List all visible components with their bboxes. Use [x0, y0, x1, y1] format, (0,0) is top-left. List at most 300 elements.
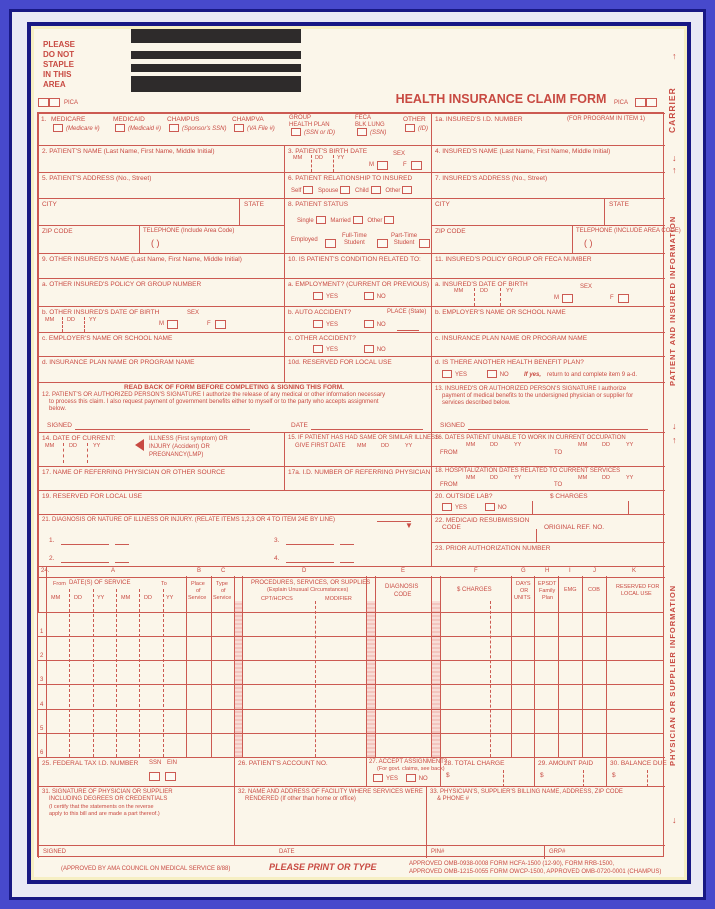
box28-total-charge — [440, 757, 534, 786]
box9-other-insured — [38, 253, 284, 278]
table-line — [234, 576, 235, 757]
days-label: DAYS — [516, 581, 531, 587]
place-field[interactable] — [397, 323, 419, 331]
original-ref-label: ORIGINAL REF. NO. — [544, 524, 605, 531]
box17a-label: 17a. I.D. NUMBER OF REFERRING PHYSICIAN — [288, 469, 431, 476]
divider — [647, 770, 648, 787]
table-line — [375, 576, 376, 757]
charges-label: $ CHARGES — [457, 587, 492, 593]
box19-reserved — [38, 490, 431, 514]
box12-line3: below. — [49, 406, 67, 412]
omb-line2: APPROVED OMB-1215-0055 FORM OWCP-1500, APPROVED OMB-0720-0001 (CHAMPUS) — [409, 869, 662, 875]
other-rel-checkbox[interactable] — [402, 186, 412, 194]
box11d-note-italic: If yes, — [524, 372, 542, 378]
box31-line2: INCLUDING DEGREES OR CREDENTIALS — [49, 796, 168, 802]
box11d-note: return to and complete item 9 a-d. — [547, 372, 638, 378]
arrow-down-icon: ↓ — [672, 421, 677, 431]
dd-label: DD — [490, 475, 498, 481]
table-line — [511, 576, 512, 757]
signature-line[interactable] — [75, 423, 250, 430]
mm-label: MM — [466, 442, 476, 448]
table-line — [606, 576, 607, 757]
medicare-checkbox[interactable] — [53, 124, 63, 132]
plan-sub: (VA File #) — [247, 125, 275, 132]
male-checkbox[interactable] — [167, 320, 178, 329]
group-checkbox[interactable] — [291, 128, 301, 136]
date-line[interactable] — [311, 423, 423, 430]
family-label: Family — [539, 588, 556, 594]
plan-label: Plan — [542, 595, 554, 601]
dd-label: DD — [315, 155, 323, 161]
physician-supplier-vertical-label: PHYSICIAN OR SUPPLIER INFORMATION — [668, 584, 677, 767]
plan-name: GROUP — [289, 115, 312, 121]
box9a-label: a. OTHER INSURED'S POLICY OR GROUP NUMBER — [42, 281, 202, 288]
box5-patient-address — [38, 172, 284, 198]
phone-label: TELEPHONE (INCLUDE AREA CODE) — [576, 228, 681, 234]
yy-label: YY — [337, 155, 345, 161]
fulltime-checkbox[interactable] — [377, 239, 388, 248]
from-label: FROM — [440, 482, 458, 488]
female-checkbox[interactable] — [215, 320, 226, 329]
state-label: STATE — [244, 201, 264, 208]
box7-label: 7. INSURED'S ADDRESS (No., Street) — [435, 175, 548, 182]
spouse-checkbox[interactable] — [340, 186, 350, 194]
table-line — [582, 576, 583, 757]
no-label: NO — [376, 322, 386, 328]
box15-line2: GIVE FIRST DATE — [295, 443, 346, 449]
mm-label: MM — [51, 595, 61, 601]
assign-no-checkbox[interactable] — [406, 774, 416, 782]
box21-label: 21. DIAGNOSIS OR NATURE OF ILLNESS OR INJURY. (RELATE ITEMS 1,2,3 OR 4 TO ITEM 24E BY LINE) — [42, 517, 335, 523]
feca-checkbox[interactable] — [357, 128, 367, 136]
to-label: TO — [554, 450, 563, 456]
explain-label: (Explain Unusual Circumstances) — [267, 587, 349, 593]
status-options — [297, 216, 397, 225]
signed-label: SIGNED — [47, 422, 72, 429]
divider — [572, 226, 573, 254]
table-line — [38, 660, 664, 661]
box1-insurance-type — [38, 113, 431, 145]
code-label: CODE — [442, 524, 461, 531]
box29-label: 29. AMOUNT PAID — [538, 760, 594, 767]
divider — [63, 443, 64, 463]
child-label: Child — [355, 188, 369, 194]
diagnosis-label: DIAGNOSIS — [385, 584, 419, 590]
female-checkbox[interactable] — [618, 294, 629, 303]
self-checkbox[interactable] — [303, 186, 313, 194]
ein-label: EIN — [167, 760, 178, 766]
box15-similar-illness — [284, 432, 440, 466]
type-label: Type — [216, 581, 228, 587]
dx1-dec-field[interactable] — [115, 538, 129, 545]
parttime-label — [391, 233, 417, 246]
mm-label: MM — [357, 443, 367, 449]
box33-line2: & PHONE # — [437, 796, 470, 802]
box1a-note: (FOR PROGRAM IN ITEM 1) — [567, 116, 645, 122]
relationship-options — [291, 186, 415, 195]
mm-label: MM — [454, 288, 464, 294]
box2-label: 2. PATIENT'S NAME (Last Name, First Name, Middle Initial) — [42, 148, 215, 155]
spouse-label: Spouse — [318, 188, 339, 194]
female-checkbox[interactable] — [411, 161, 422, 170]
pica-label-right: PICA — [614, 100, 629, 106]
medicaid-checkbox[interactable] — [115, 124, 125, 132]
staple-bar — [131, 64, 301, 72]
box14-date-of-current — [38, 432, 284, 466]
female-label: F — [207, 321, 211, 327]
box16-unable-to-work — [431, 432, 665, 466]
place-state-label: PLACE (State) — [387, 309, 427, 315]
carrier-vertical-label: CARRIER — [667, 87, 677, 133]
box27-note: (For govt. claims, see back) — [377, 766, 445, 772]
pica-checkbox[interactable] — [646, 98, 657, 107]
insured-zip-phone — [431, 225, 681, 253]
plan-sub: (ID) — [418, 125, 428, 132]
parttime-line1: Part-Time — [391, 233, 418, 239]
box23-label: 23. PRIOR AUTHORIZATION NUMBER — [435, 545, 551, 552]
box10-condition — [284, 253, 431, 278]
box10c-label: c. OTHER ACCIDENT? — [288, 335, 356, 342]
col-letter-e: E — [401, 568, 406, 574]
injury-label: INJURY (Accident) OR — [149, 444, 210, 450]
box7-insured-address — [431, 172, 665, 198]
staple-line: STAPLE — [43, 60, 74, 69]
date-line[interactable] — [299, 850, 419, 857]
champva-checkbox[interactable] — [234, 124, 244, 132]
dx3-dec-field[interactable] — [340, 538, 354, 545]
plan-other — [403, 116, 428, 133]
divider — [503, 770, 504, 787]
box13-line3: services described below. — [442, 400, 511, 406]
readback-banner: READ BACK OF FORM BEFORE COMPLETING & SIGNING THIS FORM. — [124, 384, 344, 391]
box13-line2: payment of medical benefits to the undersigned physician or supplier for — [442, 393, 634, 399]
staple-bar — [131, 76, 301, 92]
no-label: NO — [418, 776, 428, 782]
to-label: To — [161, 581, 167, 587]
box10d-reserved — [284, 356, 431, 382]
mm-label: MM — [466, 475, 476, 481]
table-line — [38, 709, 664, 710]
single-label: Single — [297, 218, 314, 224]
otheracc-yn — [311, 345, 386, 354]
plan-name: CHAMPVA — [232, 116, 264, 123]
mm-label: MM — [578, 442, 588, 448]
benefit-no-checkbox[interactable] — [487, 370, 497, 378]
dx2-field[interactable] — [61, 556, 109, 563]
fulltime-label — [342, 233, 367, 246]
box31-line4: apply to this bill and are made a part thereof.) — [49, 811, 160, 817]
arrow-up-icon: ↑ — [672, 51, 677, 61]
ein-checkbox[interactable] — [165, 772, 176, 781]
yes-label: YES — [455, 505, 468, 511]
signed-date-row — [38, 845, 426, 858]
parttime-checkbox[interactable] — [419, 239, 430, 248]
arrow-up-icon: ↑ — [672, 435, 677, 445]
modifier-label: MODIFIER — [325, 596, 352, 602]
state-label: STATE — [609, 201, 629, 208]
child-checkbox[interactable] — [371, 186, 381, 194]
dd-label: DD — [144, 595, 152, 601]
divider — [139, 226, 140, 254]
staple-warning — [43, 40, 75, 90]
divider — [536, 529, 537, 543]
pin-grp-row — [426, 845, 665, 858]
row-number: 6 — [40, 750, 44, 756]
box17a-referring-id — [284, 466, 431, 490]
phone-parens: ( ) — [584, 238, 593, 248]
yy-label: YY — [93, 443, 101, 449]
employment-yes-checkbox[interactable] — [313, 292, 323, 300]
table-line — [38, 684, 664, 685]
male-label: M — [369, 162, 374, 168]
form-sheet — [27, 22, 691, 884]
auto-no-checkbox[interactable] — [364, 320, 374, 328]
male-checkbox[interactable] — [377, 161, 388, 170]
box9b-dob — [38, 306, 284, 332]
box25-federal-tax-id — [38, 757, 234, 786]
service-label: Service — [213, 595, 232, 601]
employment-no-checkbox[interactable] — [364, 292, 374, 300]
to-label: TO — [554, 482, 563, 488]
yy-label: YY — [626, 442, 634, 448]
box11a-insured-dob — [431, 278, 665, 306]
place-label: Place — [191, 581, 205, 587]
plan-name2: BLK LUNG — [355, 121, 385, 128]
otheracc-yes-checkbox[interactable] — [313, 345, 323, 353]
col-letter-h: H — [545, 568, 550, 574]
plan-sub: (Medicaid #) — [128, 125, 162, 132]
pica-checkbox[interactable] — [635, 98, 646, 107]
divider — [628, 501, 629, 515]
box17-referring-physician — [38, 466, 284, 490]
yy-label: YY — [405, 443, 413, 449]
table-dash — [93, 589, 94, 757]
col-letter-c: C — [221, 568, 226, 574]
epsdt-label: EPSDT — [538, 581, 557, 587]
benefit-yes-checkbox[interactable] — [442, 370, 452, 378]
lab-no-checkbox[interactable] — [485, 503, 495, 511]
divider — [474, 288, 475, 306]
please-print-note: PLEASE PRINT OR TYPE — [269, 862, 377, 872]
no-label: NO — [497, 505, 507, 511]
plan-group — [289, 115, 335, 137]
mm-label: MM — [121, 595, 131, 601]
dd-label: DD — [67, 317, 75, 323]
divider — [500, 288, 501, 306]
staple-line: IN THIS — [43, 70, 72, 79]
mm-label: MM — [293, 155, 303, 161]
other-plan-checkbox[interactable] — [405, 124, 415, 132]
benefit-yn — [440, 370, 509, 379]
yy-label: YY — [166, 595, 174, 601]
zip-label: ZIP CODE — [42, 228, 73, 235]
employed-label: Employed — [291, 237, 318, 243]
box11-label: 11. INSURED'S POLICY GROUP OR FECA NUMBER — [435, 256, 592, 263]
other-label: Other — [385, 188, 401, 194]
box9c-label: c. EMPLOYER'S NAME OR SCHOOL NAME — [42, 335, 173, 342]
male-checkbox[interactable] — [562, 294, 573, 303]
dd-label: DD — [381, 443, 389, 449]
arrow-up-icon: ↑ — [672, 165, 677, 175]
box15-line1: 15. IF PATIENT HAS HAD SAME OR SIMILAR ILLNESS — [288, 435, 440, 441]
box5-label: 5. PATIENT'S ADDRESS (No., Street) — [42, 175, 152, 182]
arrow-down-icon: ↓ — [672, 153, 677, 163]
yy-label: YY — [97, 595, 105, 601]
other-status-label: Other — [367, 218, 383, 224]
champus-checkbox[interactable] — [169, 124, 179, 132]
plan-name: MEDICARE — [51, 116, 86, 123]
ssn-checkbox[interactable] — [149, 772, 160, 781]
assign-yes-checkbox[interactable] — [373, 774, 383, 782]
yy-label: YY — [506, 288, 514, 294]
row-number: 5 — [40, 726, 44, 732]
married-checkbox[interactable] — [353, 216, 363, 224]
row-number: 4 — [40, 702, 44, 708]
single-checkbox[interactable] — [316, 216, 326, 224]
local-use-label: LOCAL USE — [621, 591, 652, 597]
box19-label: 19. RESERVED FOR LOCAL USE — [42, 493, 143, 500]
box11d-label: d. IS THERE ANOTHER HEALTH BENEFIT PLAN? — [435, 359, 584, 366]
city-label: CITY — [435, 201, 450, 208]
divider — [87, 443, 88, 463]
box33-billing — [426, 786, 665, 845]
insured-city-state — [431, 198, 665, 225]
dollar-sign: $ — [540, 772, 544, 779]
dollar-sign: $ — [446, 772, 450, 779]
no-label: NO — [376, 347, 386, 353]
divider — [544, 846, 545, 859]
row-number: 3 — [40, 677, 44, 683]
table-dash — [116, 589, 117, 757]
sex-label: SEX — [580, 284, 593, 290]
signature-line[interactable] — [69, 850, 269, 857]
from-label: From — [53, 581, 66, 587]
box11a-label: a. INSURED'S DATE OF BIRTH — [435, 281, 528, 288]
form-title: HEALTH INSURANCE CLAIM FORM — [395, 92, 607, 106]
emg-label: EMG — [564, 587, 577, 593]
patient-insured-vertical-label: PATIENT AND INSURED INFORMATION — [668, 215, 677, 387]
box4-label: 4. INSURED'S NAME (Last Name, First Name, Middle Initial) — [435, 148, 611, 155]
ama-approval-note: (APPROVED BY AMA COUNCIL ON MEDICAL SERVICE 8/88) — [61, 866, 231, 872]
illness-label: ILLNESS (First symptom) OR — [149, 436, 228, 442]
charges-label: $ CHARGES — [550, 493, 588, 500]
employment-yn — [311, 292, 386, 301]
table-line — [431, 576, 432, 757]
divider — [239, 199, 240, 226]
plan-medicaid — [113, 116, 161, 133]
plan-sub: (Sponsor's SSN) — [182, 125, 227, 132]
dx4-field[interactable] — [286, 556, 334, 563]
plan-sub: (Medicare #) — [66, 125, 100, 132]
box10d-label: 10d. RESERVED FOR LOCAL USE — [288, 359, 392, 366]
yy-label: YY — [89, 317, 97, 323]
plan-name: FECA — [355, 115, 372, 121]
pica-checkbox[interactable] — [38, 98, 49, 107]
plan-name: OTHER — [403, 116, 426, 123]
box26-label: 26. PATIENT'S ACCOUNT NO. — [238, 760, 328, 767]
auto-yes-checkbox[interactable] — [313, 320, 323, 328]
staple-line: DO NOT — [43, 50, 75, 59]
dx2-label: 2. — [49, 555, 55, 562]
dd-label: DD — [480, 288, 488, 294]
yes-label: YES — [326, 322, 339, 328]
employed-checkbox[interactable] — [325, 239, 336, 248]
box11c-label: c. INSURANCE PLAN NAME OR PROGRAM NAME — [435, 335, 588, 342]
dx3-field[interactable] — [286, 538, 334, 545]
dd-label: DD — [69, 443, 77, 449]
box1a-label: 1a. INSURED'S I.D. NUMBER — [435, 116, 523, 123]
signature-line[interactable] — [468, 423, 648, 430]
lab-yes-checkbox[interactable] — [442, 503, 452, 511]
box6-relationship — [284, 172, 431, 198]
plan-sub: (SSN or ID) — [304, 130, 336, 137]
box11b-label: b. EMPLOYER'S NAME OR SCHOOL NAME — [435, 309, 566, 316]
header-rule — [39, 577, 665, 578]
sex-label: SEX — [187, 310, 200, 316]
table-line — [38, 733, 664, 734]
married-label: Married — [330, 218, 351, 224]
yes-label: YES — [455, 372, 468, 378]
table-line — [38, 636, 664, 637]
staple-line: AREA — [43, 80, 66, 89]
row-number: 2 — [40, 653, 44, 659]
box12-line1: 12. PATIENT'S OR AUTHORIZED PERSON'S SIGNATURE I authorize the release of any medical or other information necessary — [42, 392, 386, 398]
box10b-label: b. AUTO ACCIDENT? — [288, 309, 352, 316]
table-line — [366, 576, 367, 757]
box1a-insured-id — [431, 113, 665, 145]
pica-checkbox[interactable] — [49, 98, 60, 107]
table-line — [242, 576, 243, 757]
female-label: F — [403, 162, 407, 168]
otheracc-no-checkbox[interactable] — [364, 345, 374, 353]
box23-prior-auth — [431, 542, 665, 566]
dx1-field[interactable] — [61, 538, 109, 545]
from-label: FROM — [440, 450, 458, 456]
box8-patient-status — [284, 198, 431, 253]
mm-label: MM — [45, 443, 55, 449]
plan-medicare — [51, 116, 100, 133]
box16-label: 16. DATES PATIENT UNABLE TO WORK IN CURRENT OCCUPATION — [435, 435, 626, 441]
dx4-dec-field[interactable] — [340, 556, 354, 563]
row-number: 1 — [40, 629, 44, 635]
other-status-checkbox[interactable] — [384, 216, 394, 224]
box20-label: 20. OUTSIDE LAB? — [435, 493, 493, 500]
col-letter-i: I — [569, 568, 571, 574]
table-line — [38, 612, 664, 613]
dx2-dec-field[interactable] — [115, 556, 129, 563]
dd-label: DD — [602, 475, 610, 481]
box4-insured-name — [431, 145, 665, 172]
box28-label: 28. TOTAL CHARGE — [444, 760, 505, 767]
plan-champva — [232, 116, 275, 133]
arrow-down-icon: ▼ — [405, 521, 413, 530]
dx1-label: 1. — [49, 537, 55, 544]
box3-birth-date — [284, 145, 431, 172]
of-label: of — [221, 588, 226, 594]
female-label: F — [610, 295, 614, 301]
no-label: NO — [376, 294, 386, 300]
box14-label: 14. DATE OF CURRENT: — [42, 435, 116, 442]
col-letter-f: F — [474, 568, 478, 574]
dx4-label: 4. — [274, 555, 280, 562]
signed-label: SIGNED — [43, 849, 67, 855]
box32-line2: RENDERED (If other than home or office) — [245, 796, 356, 802]
table-line — [440, 576, 441, 757]
dollar-sign: $ — [612, 772, 616, 779]
table-dash — [69, 589, 70, 757]
of-label: of — [196, 588, 201, 594]
box18-hospitalization — [431, 466, 665, 490]
